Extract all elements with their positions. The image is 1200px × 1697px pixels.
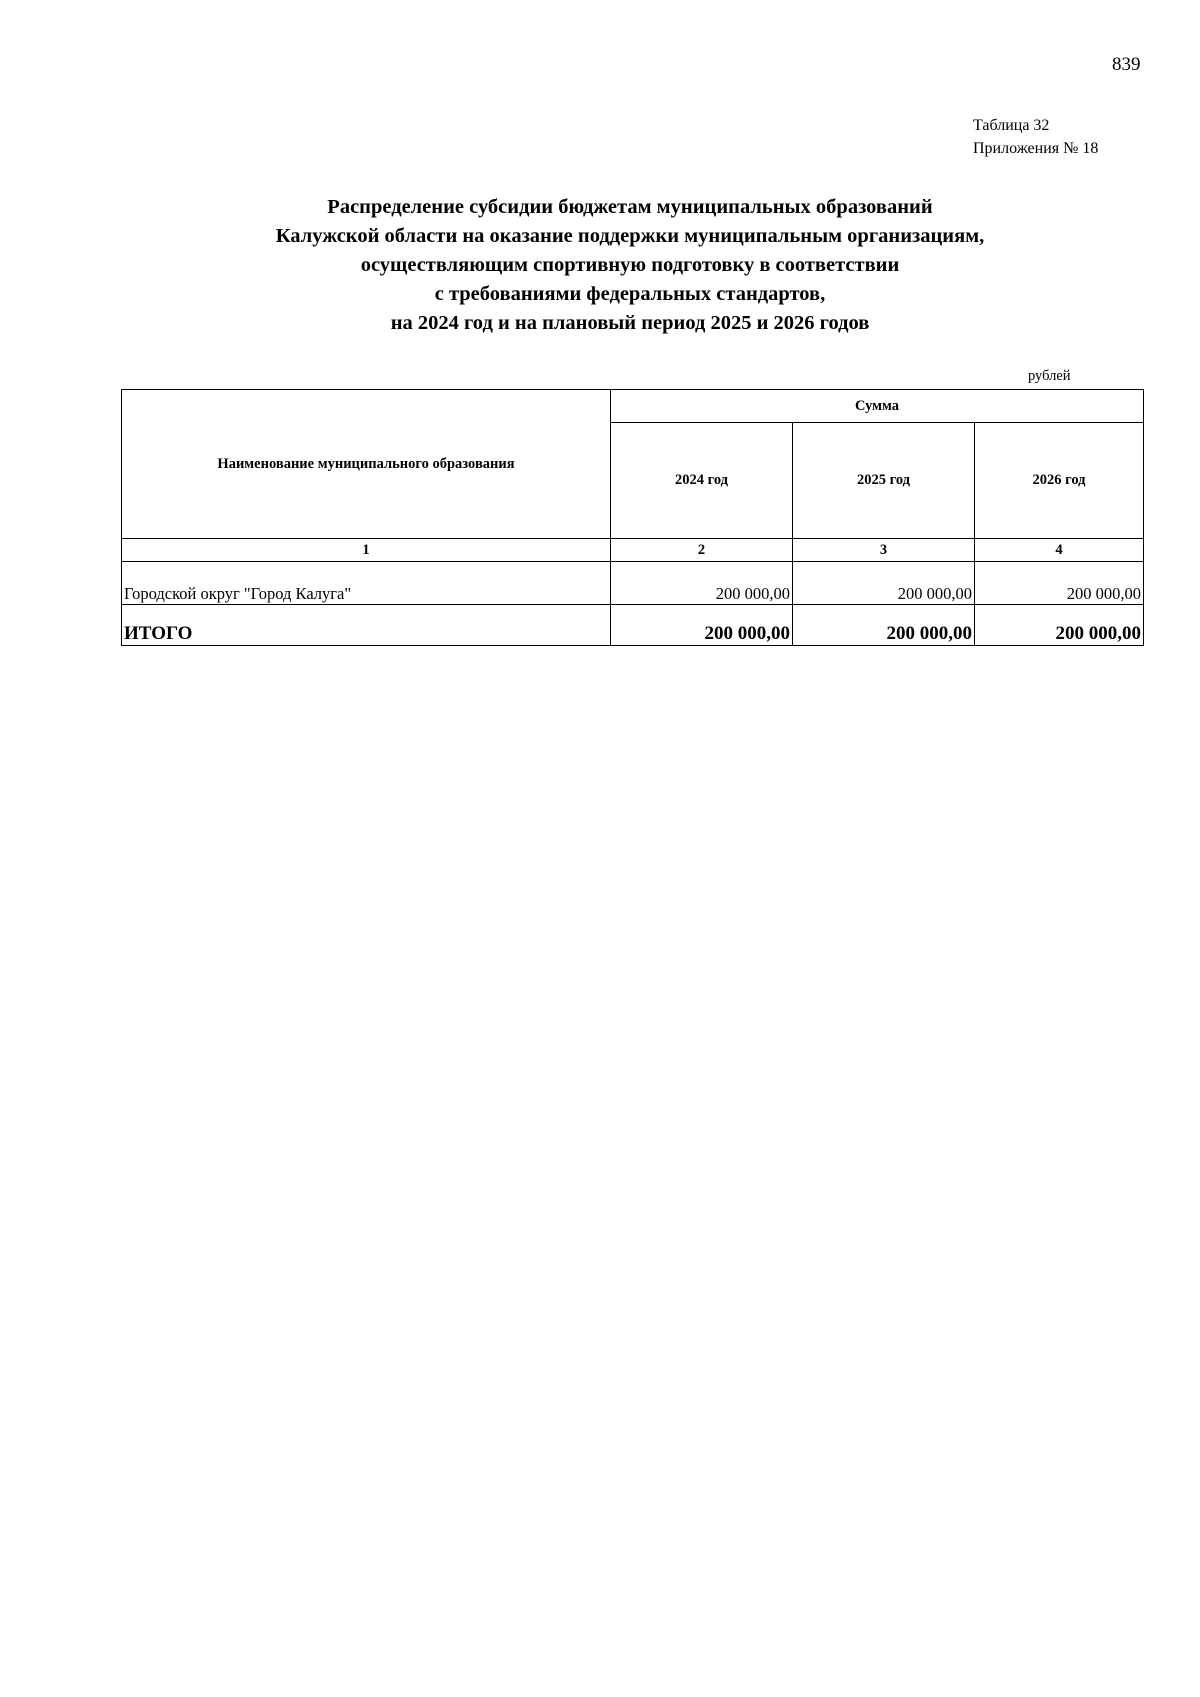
title-line: Калужской области на оказание поддержки муниципальным организациям, <box>275 225 985 247</box>
amount-2024: 200 000,00 <box>611 562 793 605</box>
column-number: 4 <box>975 539 1144 562</box>
title-line: на 2024 год и на плановый период 2025 и 2026 годов <box>390 312 870 334</box>
column-number: 2 <box>611 539 793 562</box>
appendix-number: Приложения № 18 <box>973 140 1099 157</box>
title-line: с требованиями федеральных стандартов, <box>434 283 826 305</box>
year-header-2026: 2026 год <box>975 423 1144 539</box>
header-row <box>122 390 1144 423</box>
total-2024: 200 000,00 <box>611 605 793 646</box>
title-line: осуществляющим спортивную подготовку в соответствии <box>360 254 900 276</box>
page-number: 839 <box>1112 54 1141 75</box>
amount-2025: 200 000,00 <box>793 562 975 605</box>
column-number-row <box>122 539 1144 562</box>
column-number: 1 <box>122 539 611 562</box>
name-column-header: Наименование муниципального образования <box>122 390 611 539</box>
table-number: Таблица 32 <box>973 117 1050 134</box>
unit-label: рублей <box>1028 368 1071 384</box>
document-title <box>120 193 1140 338</box>
municipality-name: Городской округ "Город Калуга" <box>122 562 611 605</box>
sum-column-header: Сумма <box>611 390 1144 423</box>
total-2025: 200 000,00 <box>793 605 975 646</box>
subsidy-table <box>121 389 1144 646</box>
total-label: ИТОГО <box>122 605 611 646</box>
year-header-2024: 2024 год <box>611 423 793 539</box>
table-reference <box>973 114 1098 160</box>
total-row <box>122 605 1144 646</box>
total-2026: 200 000,00 <box>975 605 1144 646</box>
title-line: Распределение субсидии бюджетам муниципальных образований <box>327 196 933 218</box>
amount-2026: 200 000,00 <box>975 562 1144 605</box>
table-row <box>122 562 1144 605</box>
column-number: 3 <box>793 539 975 562</box>
year-header-2025: 2025 год <box>793 423 975 539</box>
